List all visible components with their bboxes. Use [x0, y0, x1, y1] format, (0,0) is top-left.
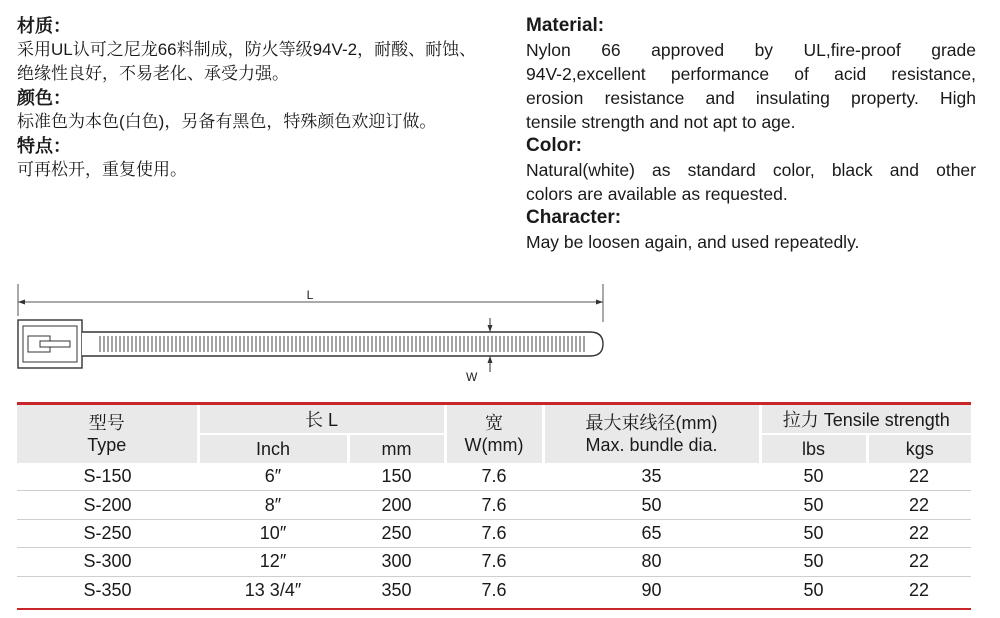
header-width-en: W(mm): [464, 435, 524, 455]
material-line-2: 94V-2,excellent performance of acid resistance,: [526, 64, 976, 84]
material-line-3: erosion resistance and insulating property. High: [526, 88, 976, 108]
header-width: [445, 405, 543, 463]
header-bundle-en: Max. bundle dia.: [585, 435, 718, 455]
cell-mm: 200: [348, 491, 445, 519]
table-bottom-rule: [17, 608, 971, 610]
character-heading-cn: 特点：: [17, 136, 71, 156]
header-tensile: 拉力 Tensile strength: [760, 405, 971, 434]
cell-inch: 8″: [198, 491, 348, 519]
cell-width: 7.6: [445, 519, 543, 547]
cell-type: S-350: [83, 579, 132, 600]
cell-inch: 12″: [198, 548, 348, 576]
cell-type: S-200: [17, 491, 198, 519]
character-text-en: May be loosen again, and used repeatedly.: [526, 232, 860, 252]
table-row: [17, 519, 971, 547]
material-heading-en: Material:: [526, 15, 605, 36]
header-length: 长 L: [198, 405, 445, 434]
chinese-description: [17, 14, 487, 182]
header-type-cn: 型号: [88, 413, 125, 433]
cell-kgs: 22: [867, 519, 971, 547]
color-text-cn: 标准色为本色(白色)，另备有黑色，特殊颜色欢迎订做。: [17, 112, 437, 131]
header-bundle: [543, 405, 760, 463]
color-heading-en: Color:: [526, 135, 582, 156]
header-kgs: kgs: [867, 434, 971, 463]
cell-bundle: 90: [641, 579, 662, 600]
cell-bundle: 65: [543, 519, 760, 547]
material-line-1: Nylon 66 approved by UL,fire-proof grade: [526, 40, 976, 60]
header-inch: Inch: [198, 434, 348, 463]
cell-kgs: 22: [867, 463, 971, 491]
character-heading-en: Character:: [526, 207, 622, 228]
cable-tie-drawing: [0, 280, 620, 390]
cell-mm: 150: [348, 463, 445, 491]
cell-width: 7.6: [481, 579, 507, 600]
cell-lbs: 50: [803, 579, 824, 600]
cell-kgs: 22: [867, 491, 971, 519]
cell-bundle: 50: [543, 491, 760, 519]
character-text-cn: 可再松开，重复使用。: [17, 160, 187, 179]
material-line-4: tensile strength and not apt to age.: [526, 112, 796, 132]
header-type-en: Type: [87, 435, 127, 455]
cell-bundle: 35: [543, 463, 760, 491]
cell-type: S-150: [17, 463, 198, 491]
cell-mm: 300: [348, 548, 445, 576]
cell-inch: 10″: [198, 519, 348, 547]
cell-inch: 6″: [198, 463, 348, 491]
header-mm: mm: [348, 434, 445, 463]
table-row: [17, 491, 971, 519]
cable-tie-diagram: [0, 280, 620, 390]
cell-type: S-300: [17, 548, 198, 576]
cell-lbs: 50: [760, 491, 867, 519]
cell-width: 7.6: [445, 463, 543, 491]
cell-lbs: 50: [760, 463, 867, 491]
cell-type: S-250: [17, 519, 198, 547]
cell-mm: 250: [348, 519, 445, 547]
color-heading-cn: 颜色：: [17, 88, 71, 108]
table-row: [17, 463, 971, 491]
header-type: [17, 405, 198, 463]
material-text-cn: 采用UL认可之尼龙66料制成，防火等级94V-2，耐酸、耐蚀、绝缘性良好，不易老化、承受力强。: [17, 40, 477, 83]
cell-lbs: 50: [760, 519, 867, 547]
color-line-2: colors are available as requested.: [526, 184, 788, 204]
header-bundle-cn: 最大束线径(mm): [585, 413, 718, 433]
cell-lbs: 50: [760, 548, 867, 576]
color-line-1: Natural(white) as standard color, black and other: [526, 160, 976, 180]
cell-inch: 13 3/4″: [244, 579, 302, 600]
cell-bundle: 80: [543, 548, 760, 576]
table-row: [17, 576, 971, 604]
cell-width: 7.6: [445, 548, 543, 576]
table-row: [17, 548, 971, 576]
width-label: W: [466, 370, 478, 384]
specification-table: [17, 402, 971, 610]
header-lbs: lbs: [760, 434, 867, 463]
cell-kgs: 22: [867, 548, 971, 576]
header-width-cn: 宽: [485, 413, 503, 433]
cell-kgs: 22: [908, 579, 930, 600]
cell-width: 7.6: [445, 491, 543, 519]
cell-mm: 350: [381, 579, 412, 600]
material-heading-cn: 材质：: [17, 16, 71, 36]
english-description: [526, 14, 976, 254]
length-label: L: [306, 288, 314, 302]
